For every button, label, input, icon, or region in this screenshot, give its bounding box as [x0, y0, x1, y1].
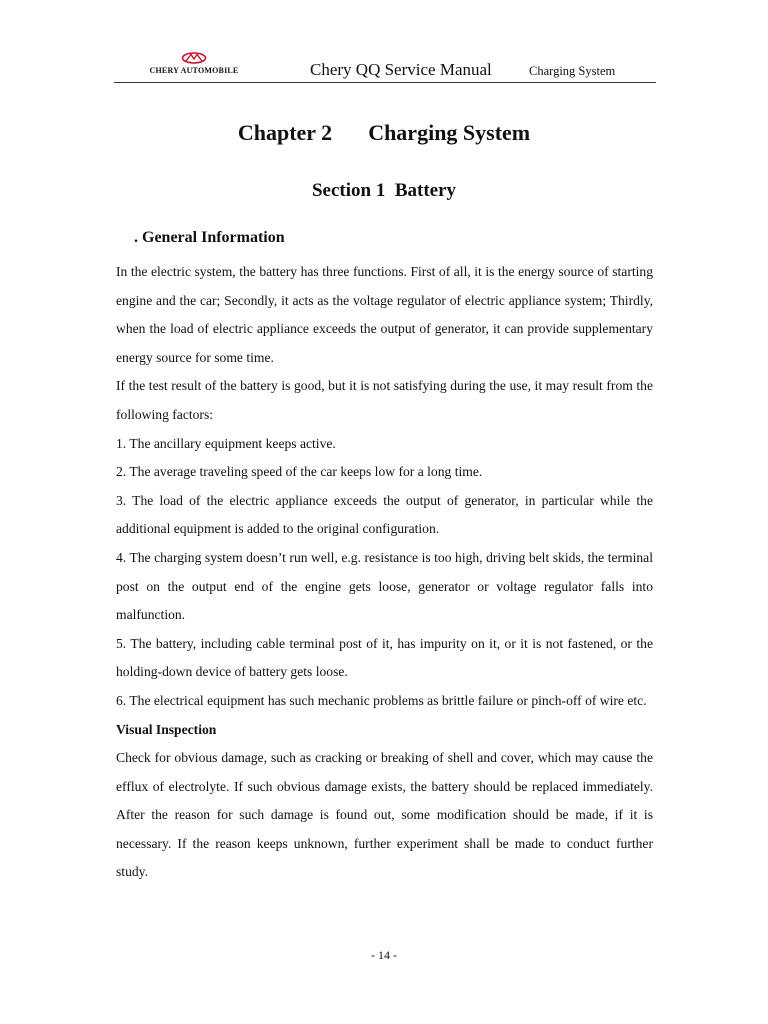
page-header [114, 52, 656, 83]
body-text [116, 258, 653, 887]
list-item: 2. The average traveling speed of the car keeps low for a long time. [116, 464, 483, 480]
chery-emblem-icon [181, 52, 207, 64]
list-item: 4. The charging system doesn’t run well, e.g. resistance is too high, driving belt skids, the terminal post on the output end of the engine gets loose, generator or voltage regulator falls into malfunction. [116, 549, 653, 623]
chapter-title: Charging System [368, 120, 531, 145]
header-section-label: Charging System [529, 64, 616, 78]
visual-inspection-heading: Visual Inspection [116, 721, 217, 737]
general-info-heading: . General Information [134, 229, 285, 246]
chery-logo [148, 52, 240, 78]
list-item: 1. The ancillary equipment keeps active. [116, 435, 336, 451]
logo-text: CHERY AUTOMOBILE [149, 66, 239, 75]
list-item: 5. The battery, including cable terminal post of it, has impurity on it, or it is not fastened, or the holding-down device of battery gets loose. [116, 635, 653, 680]
section-title: Section 1 Battery [311, 180, 457, 201]
list-item: 3. The load of the electric appliance exceeds the output of generator, in particular while the additional equipment is added to the original configuration. [116, 492, 653, 537]
manual-title: Chery QQ Service Manual [310, 60, 492, 79]
page-number: - 14 - [371, 948, 397, 962]
chapter-heading [0, 120, 768, 146]
chapter-number: Chapter 2 [237, 120, 333, 145]
paragraph-factors: If the test result of the battery is good, but it is not satisfying during the use, it may result from the following factors: [116, 378, 653, 422]
paragraph-intro: In the electric system, the battery has three functions. First of all, it is the energy source of starting engine and the car; Secondly, it acts as the voltage regulator of electric appliance system; Thirdly, when the load of electric appliance exceeds the output of generator, it can provide supplementary energy source for some time. [116, 264, 653, 365]
paragraph-visual-inspection: Check for obvious damage, such as cracking or breaking of shell and cover, which may cause the efflux of electrolyte. If such obvious damage exists, the battery should be replaced immediately. After the reason for such damage is found out, some modification should be made, if it is necessary. If the reason keeps unknown, further experiment shall be made to conduct further study. [116, 750, 653, 880]
list-item: 6. The electrical equipment has such mechanic problems as brittle failure or pinch-off of wire etc. [116, 692, 647, 708]
